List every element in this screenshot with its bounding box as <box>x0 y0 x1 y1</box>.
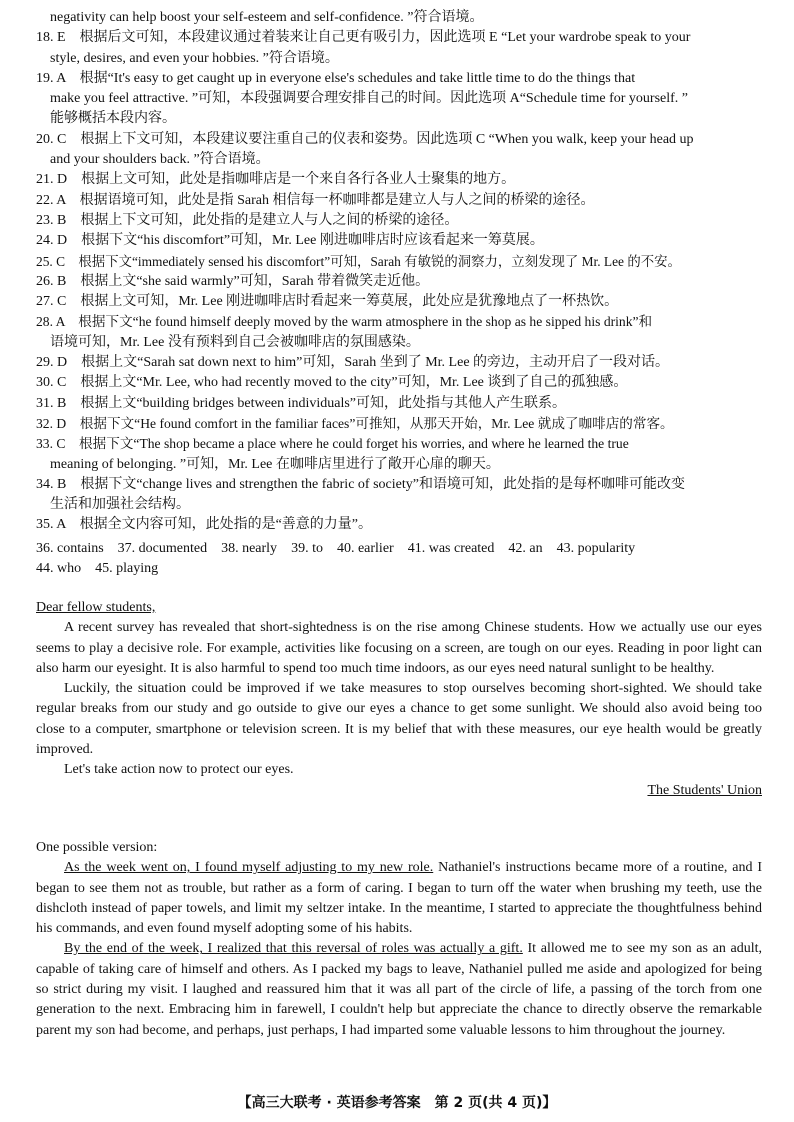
answer-line: 31. B 根据上文“building bridges between individuals”可知，此处指与其他人产生联系。 <box>36 395 567 411</box>
answer-line: style, desires, and even your hobbies. ”符合语境。 <box>50 50 339 66</box>
fill-answer: 36. contains <box>36 540 104 556</box>
fill-answer: 40. earlier <box>336 540 394 556</box>
answer-line: 30. C 根据上文“Mr. Lee, who had recently moved to the city”可知，Mr. Lee 谈到了自己的孤独感。 <box>36 375 628 391</box>
answer-line: 29. D 根据上文“Sarah sat down next to him”可知，Sarah 坐到了 Mr. Lee 的旁边，主动开启了一段对话。 <box>36 355 670 371</box>
answer-line: 27. C 根据上文可知，Mr. Lee 刚进咖啡店时看起来一筹莫展，此处应是犹豫地点了一杯热饮。 <box>36 294 619 310</box>
answer-line: 34. B 根据下文“change lives and strengthen the fabric of society”和语境可知，此处指的是每杯咖啡可能改变 <box>36 476 685 492</box>
answer-line: 35. A 根据全文内容可知，此处指的是“善意的力量”。 <box>36 517 372 533</box>
answer-line: 19. A 根据“It's easy to get caught up in everyone else's schedules and take little time to do the things that <box>36 70 636 86</box>
letter-paragraph: Luckily, the situation could be improved if we take measures to stop ourselves becoming short-sighted. We should take regular breaks from our study and go outside to give our eyes a chance to get some sunlight. We should also avoid being too close to a computer, smartphone or television screen. It is my belief that with these measures, our eye health would be greatly improved. <box>36 681 762 758</box>
fill-answer: 42. an <box>508 540 543 556</box>
essay-body: Nathaniel's instructions became more of a routine, and I began to see them not as trouble, but rather as a form of caring. I began to turn off the water when brushing my teeth, use the dishcloth instead of paper towels, and limit my seltzer intake. In the meantime, I started to appreciate the thoughtfulness behind his commands, and even found myself adopting some of his habits. <box>36 860 763 937</box>
fill-answer: 43. popularity <box>556 540 636 556</box>
fill-answer: 41. was created <box>407 540 495 556</box>
answer-line: 能够概括本段内容。 <box>50 111 176 127</box>
answer-line: 22. A 根据语境可知，此处是指 Sarah 相信每一杯咖啡都是建立人与人之间的桥梁的途径。 <box>36 192 595 208</box>
letter-greeting: Dear fellow students, <box>36 600 156 615</box>
writing-letter <box>36 598 762 801</box>
answer-line: 23. B 根据上下文可知，此处指的是建立人与人之间的桥梁的途径。 <box>36 212 459 228</box>
essay-paragraph <box>36 858 762 939</box>
essay-intro: One possible version: <box>36 840 158 855</box>
fill-answer: 39. to <box>291 540 323 556</box>
answer-line: and your shoulders back. ”符合语境。 <box>50 152 270 168</box>
continuation-essay <box>36 838 762 1041</box>
essay-paragraph <box>36 939 762 1040</box>
fill-answer: 44. who <box>36 561 82 577</box>
essay-lead-sentence: As the week went on, I found myself adjusting to my new role. <box>64 860 434 876</box>
fill-answer: 37. documented <box>117 540 208 556</box>
letter-signature: The Students' Union <box>647 782 762 798</box>
answer-line: 语境可知，Mr. Lee 没有预料到自己会被咖啡店的氛围感染。 <box>50 334 420 350</box>
fill-answer: 45. playing <box>95 561 159 577</box>
essay-lead-sentence: By the end of the week, I realized that this reversal of roles was actually a gift. <box>64 941 523 957</box>
answer-line: 25. C 根据下文“immediately sensed his discomfort”可知，Sarah 有敏锐的洞察力，立刻发现了 Mr. Lee 的不安。 <box>36 253 681 269</box>
fill-in-answers <box>36 539 762 559</box>
fill-in-answers <box>36 559 762 579</box>
fill-answer: 38. nearly <box>221 540 278 556</box>
essay-body: It allowed me to see my son as an adult, capable of taking care of himself and others. As I packed my bags to leave, Nathaniel pulled me aside and apologized for being so strict during my visit. I laughed and reassured him that it was all part of the circle of life, a passing of the torch from one generation to the next. Embracing him in farewell, I couldn't help but appreciate the chance to directly observe the remarkable parent my son had become, and perhaps, just perhaps, I had imparted some valuable lessons to him throughout the journey. <box>36 941 762 1038</box>
page-footer: 【高三大联考 · 英语参考答案 第 2 页(共 4 页)】 <box>237 1095 557 1111</box>
answer-line: 32. D 根据下文“He found comfort in the familiar faces”可推知，从那天开始，Mr. Lee 就成了咖啡店的常客。 <box>36 415 674 431</box>
letter-paragraph: Let's take action now to protect our eyes. <box>64 762 294 778</box>
answer-line: 24. D 根据下文“his discomfort”可知，Mr. Lee 刚进咖啡店时应该看起来一筹莫展。 <box>36 233 544 249</box>
answer-line: 33. C 根据下文“The shop became a place where he could forget his worries, and where he learned the true <box>36 436 629 452</box>
answer-line: make you feel attractive. ”可知，本段强调要合理安排自己的时间。因此选项 A“Schedule time for yourself. ” <box>50 91 689 107</box>
answer-line: 21. D 根据上文可知，此处是指咖啡店是一个来自各行各业人士聚集的地方。 <box>36 172 516 188</box>
answer-line: 26. B 根据上文“she said warmly”可知，Sarah 带着微笑走近他。 <box>36 273 430 289</box>
answer-explanations <box>36 8 762 579</box>
answer-line: 18. E 根据后文可知，本段建议通过着装来让自己更有吸引力，因此选项 E “Let your wardrobe speak to your <box>36 30 691 46</box>
letter-paragraph: A recent survey has revealed that short-sightedness is on the rise among Chinese students. How we actually use our eyes seems to play a decisive role. For example, activities like focusing on a screen, are tough on our eyes. Reading in poor light can also harm our eyesight. It is also harmful to spend too much time indoors, as our eyes need natural sunlight to be healthy. <box>36 620 762 676</box>
answer-line: 28. A 根据下文“he found himself deeply moved by the warm atmosphere in the shop as he sipped his drink”和 <box>36 314 653 330</box>
answer-line: meaning of belonging. ”可知，Mr. Lee 在咖啡店里进行了敞开心扉的聊天。 <box>50 456 500 472</box>
answer-line: 生活和加强社会结构。 <box>50 497 190 513</box>
answer-line: negativity can help boost your self-esteem and self-confidence. ”符合语境。 <box>50 10 484 25</box>
answer-line: 20. C 根据上下文可知，本段建议要注重自己的仪表和姿势。因此选项 C “When you walk, keep your head up <box>36 131 694 147</box>
